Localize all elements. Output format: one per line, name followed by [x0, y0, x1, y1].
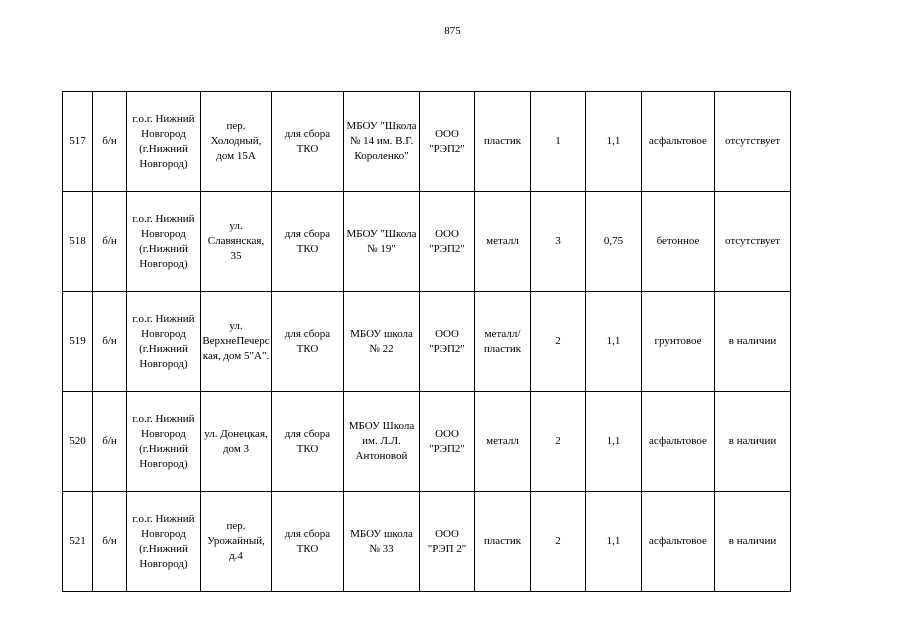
cell-surface: асфальтовое	[642, 492, 715, 592]
table-row	[63, 492, 791, 592]
cell-operator: ООО "РЭП2"	[420, 92, 475, 192]
cell-container-material: пластик	[475, 492, 531, 592]
cell-registry: б/н	[93, 92, 127, 192]
cell-fence: отсутствует	[715, 192, 791, 292]
cell-purpose: для сбора ТКО	[272, 192, 344, 292]
cell-address: пер. Урожайный, д.4	[201, 492, 272, 592]
cell-owner: МБОУ школа № 22	[344, 292, 420, 392]
cell-address: ул. Донецкая, дом 3	[201, 392, 272, 492]
cell-municipality: г.о.г. Нижний Новгород (г.Нижний Новгород)	[127, 392, 201, 492]
cell-address: ул. ВерхнеПечерская, дом 5"А".	[201, 292, 272, 392]
table-row	[63, 192, 791, 292]
cell-number: 521	[63, 492, 93, 592]
cell-operator: ООО "РЭП2"	[420, 392, 475, 492]
cell-container-material: металл/пластик	[475, 292, 531, 392]
page-number: 875	[444, 25, 461, 37]
cell-number: 519	[63, 292, 93, 392]
cell-number: 517	[63, 92, 93, 192]
cell-address: ул. Славянская, 35	[201, 192, 272, 292]
cell-municipality: г.о.г. Нижний Новгород (г.Нижний Новгород)	[127, 192, 201, 292]
table-row	[63, 292, 791, 392]
cell-owner: МБОУ школа № 33	[344, 492, 420, 592]
table-row	[63, 392, 791, 492]
cell-purpose: для сбора ТКО	[272, 392, 344, 492]
cell-registry: б/н	[93, 292, 127, 392]
cell-container-volume: 1,1	[586, 492, 642, 592]
cell-purpose: для сбора ТКО	[272, 492, 344, 592]
cell-number: 518	[63, 192, 93, 292]
cell-container-material: пластик	[475, 92, 531, 192]
waste-sites-table	[62, 91, 791, 592]
cell-container-count: 3	[531, 192, 586, 292]
cell-registry: б/н	[93, 392, 127, 492]
cell-purpose: для сбора ТКО	[272, 292, 344, 392]
cell-fence: в наличии	[715, 392, 791, 492]
cell-surface: бетонное	[642, 192, 715, 292]
cell-container-material: металл	[475, 192, 531, 292]
cell-operator: ООО "РЭП2"	[420, 192, 475, 292]
cell-operator: ООО "РЭП 2"	[420, 492, 475, 592]
cell-container-volume: 1,1	[586, 292, 642, 392]
cell-address: пер. Холодный, дом 15А	[201, 92, 272, 192]
cell-municipality: г.о.г. Нижний Новгород (г.Нижний Новгород)	[127, 492, 201, 592]
cell-fence: в наличии	[715, 292, 791, 392]
cell-registry: б/н	[93, 492, 127, 592]
cell-surface: асфальтовое	[642, 92, 715, 192]
cell-surface: асфальтовое	[642, 392, 715, 492]
cell-municipality: г.о.г. Нижний Новгород (г.Нижний Новгород)	[127, 92, 201, 192]
cell-surface: грунтовое	[642, 292, 715, 392]
cell-owner: МБОУ "Школа № 14 им. В.Г. Короленко"	[344, 92, 420, 192]
cell-fence: отсутствует	[715, 92, 791, 192]
cell-number: 520	[63, 392, 93, 492]
cell-fence: в наличии	[715, 492, 791, 592]
table-row	[63, 92, 791, 192]
cell-registry: б/н	[93, 192, 127, 292]
cell-container-volume: 0,75	[586, 192, 642, 292]
cell-owner: МБОУ "Школа № 19"	[344, 192, 420, 292]
cell-container-count: 2	[531, 292, 586, 392]
cell-container-material: металл	[475, 392, 531, 492]
cell-operator: ООО "РЭП2"	[420, 292, 475, 392]
cell-purpose: для сбора ТКО	[272, 92, 344, 192]
cell-container-volume: 1,1	[586, 392, 642, 492]
cell-container-count: 2	[531, 392, 586, 492]
cell-container-count: 1	[531, 92, 586, 192]
cell-municipality: г.о.г. Нижний Новгород (г.Нижний Новгород)	[127, 292, 201, 392]
cell-container-volume: 1,1	[586, 92, 642, 192]
cell-owner: МБОУ Школа им. Л.Л. Антоновой	[344, 392, 420, 492]
cell-container-count: 2	[531, 492, 586, 592]
